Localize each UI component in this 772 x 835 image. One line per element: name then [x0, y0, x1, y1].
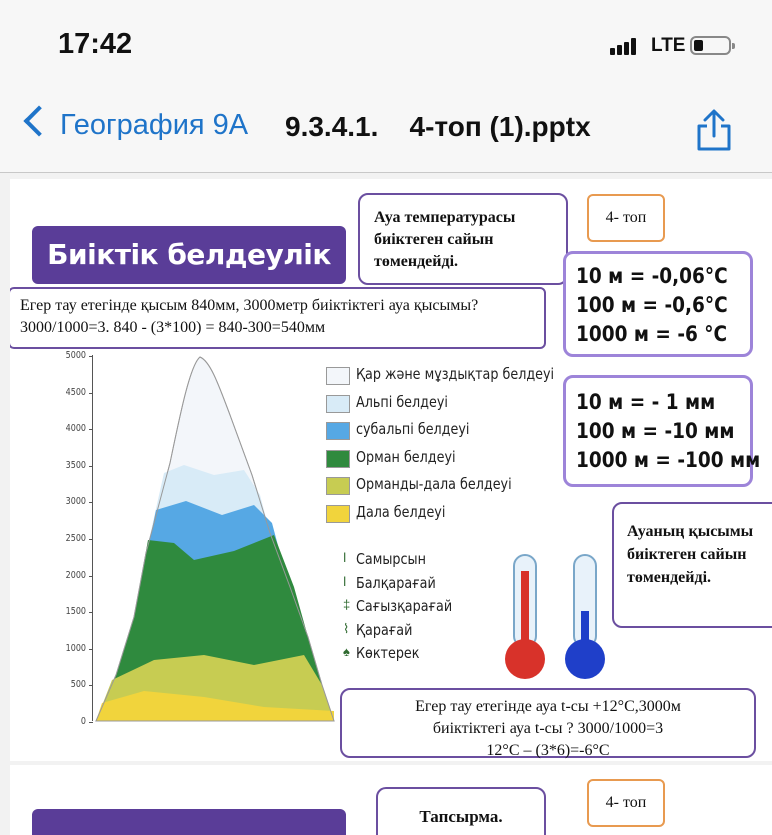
legend-label: Орман белдеуі: [356, 447, 456, 466]
pressure-question-box: [10, 287, 546, 349]
back-button[interactable]: [20, 109, 248, 142]
group-tag: [587, 194, 665, 242]
tree-label: Балқарағай: [356, 573, 436, 592]
y-tick-mark: [89, 722, 93, 723]
tree-icon: ♠: [343, 644, 350, 659]
thermometer-hot-icon: [500, 551, 550, 681]
slide-2[interactable]: [10, 765, 772, 835]
y-tick-mark: [89, 539, 93, 540]
tree-label: Сағызқарағай: [356, 597, 453, 615]
y-tick-label: 500: [70, 679, 86, 691]
y-tick-label: 3500: [65, 459, 86, 471]
tree-icon: ǀ: [343, 573, 347, 589]
y-tick-mark: [89, 502, 93, 503]
tree-label: Көктерек: [356, 644, 420, 662]
y-tick-mark: [89, 429, 93, 430]
pressure-question-text: Егер тау етегінде қысым 840мм, 3000метр биіктіктегі ауа қысымы? 3000/1000=3. 840 - (3*100) = 840-300=540мм: [20, 297, 479, 336]
pressure-rate-line: 100 м = -10 мм: [576, 419, 735, 443]
legend-swatch: [326, 422, 350, 440]
group-tag-label: 4- топ: [605, 209, 647, 226]
temp-question-line: биіктіктегі ауа t-сы ? 3000/1000=3: [432, 720, 664, 737]
slide-2-banner: [32, 809, 346, 835]
y-tick-label: 1500: [65, 606, 86, 618]
thermometer-cold-icon: [560, 551, 610, 681]
tree-icon: ǀ: [343, 550, 347, 565]
temp-note-box: [358, 193, 568, 285]
signal-icon: [610, 37, 638, 55]
tree-icon: ⌇: [343, 620, 350, 636]
legend-swatch: [326, 367, 350, 385]
battery-icon: [690, 36, 731, 55]
status-bar: [0, 0, 772, 92]
mountain-illustration: [94, 355, 354, 725]
legend-swatch: [326, 505, 350, 523]
y-tick-label: 2500: [65, 533, 86, 544]
y-tick-label: 3000: [65, 496, 86, 508]
y-tick-mark: [89, 393, 93, 394]
slide-banner: Биіктік белдеулік: [32, 226, 346, 284]
y-tick-mark: [89, 466, 93, 467]
slide-1[interactable]: [10, 179, 772, 761]
task-label-box: [376, 787, 546, 835]
legend-label: Альпі белдеуі: [356, 392, 448, 411]
y-tick-label: 0: [80, 716, 86, 727]
temp-note-text: Ауа температурасы биіктеген сайын төмендейді.: [374, 209, 516, 270]
legend-label: Орманды-дала белдеуі: [356, 475, 512, 493]
legend-label: Қар және мұздықтар белдеуі: [356, 365, 555, 383]
legend-swatch: [326, 477, 350, 495]
temp-rate-line: 10 м = -0,06°С: [576, 264, 728, 288]
temp-rate-line: 100 м = -0,6°С: [576, 293, 728, 317]
document-title: 9.3.4.1. 4-топ (1).pptx: [285, 111, 591, 142]
pressure-rate-line: 1000 м = -100 мм: [576, 448, 761, 472]
legend-label: Дала белдеуі: [356, 502, 446, 521]
slide-2-group-tag-label: 4- топ: [605, 794, 647, 811]
share-icon[interactable]: [694, 108, 734, 152]
tree-label: Қарағай: [356, 620, 413, 639]
pressure-note-text: Ауаның қысымы биіктеген сайын төмендейді.: [627, 523, 754, 586]
pressure-note-box: [612, 502, 772, 628]
y-tick-mark: [89, 576, 93, 577]
pressure-rate-line: 10 м = - 1 мм: [576, 390, 716, 414]
slide-2-group-tag: [587, 779, 665, 827]
temp-rates-box: [563, 251, 753, 357]
y-tick-label: 4500: [65, 386, 86, 398]
back-label: География 9А: [60, 109, 249, 141]
y-tick-label: 4000: [65, 423, 86, 435]
legend-swatch: [326, 450, 350, 468]
pressure-rates-box: [563, 375, 761, 487]
y-tick-label: 2000: [65, 569, 86, 581]
y-tick-mark: [89, 612, 93, 613]
y-tick-mark: [89, 685, 93, 686]
temp-question-line: 12°С – (3*6)=-6°С: [486, 742, 610, 759]
tree-label: Самырсын: [356, 550, 426, 568]
temp-rate-line: 1000 м = -6 °С: [576, 322, 728, 346]
y-axis: [92, 355, 93, 721]
y-tick-label: 5000: [65, 350, 86, 361]
chevron-left-icon: [23, 105, 54, 136]
y-tick-mark: [89, 356, 93, 357]
status-time: 17:42: [58, 28, 133, 60]
tree-icon: ‡: [343, 597, 351, 612]
network-label: LTE: [651, 35, 686, 56]
temp-question-box: [340, 688, 756, 758]
nav-bar: [0, 92, 772, 173]
temp-question-line: Егер тау етегінде ауа t-сы +12°С,3000м: [415, 698, 681, 715]
legend-label: субальпі белдеуі: [356, 420, 470, 438]
task-label: Тапсырма.: [419, 807, 503, 826]
y-tick-mark: [89, 649, 93, 650]
legend-swatch: [326, 395, 350, 413]
y-tick-label: 1000: [65, 642, 86, 654]
